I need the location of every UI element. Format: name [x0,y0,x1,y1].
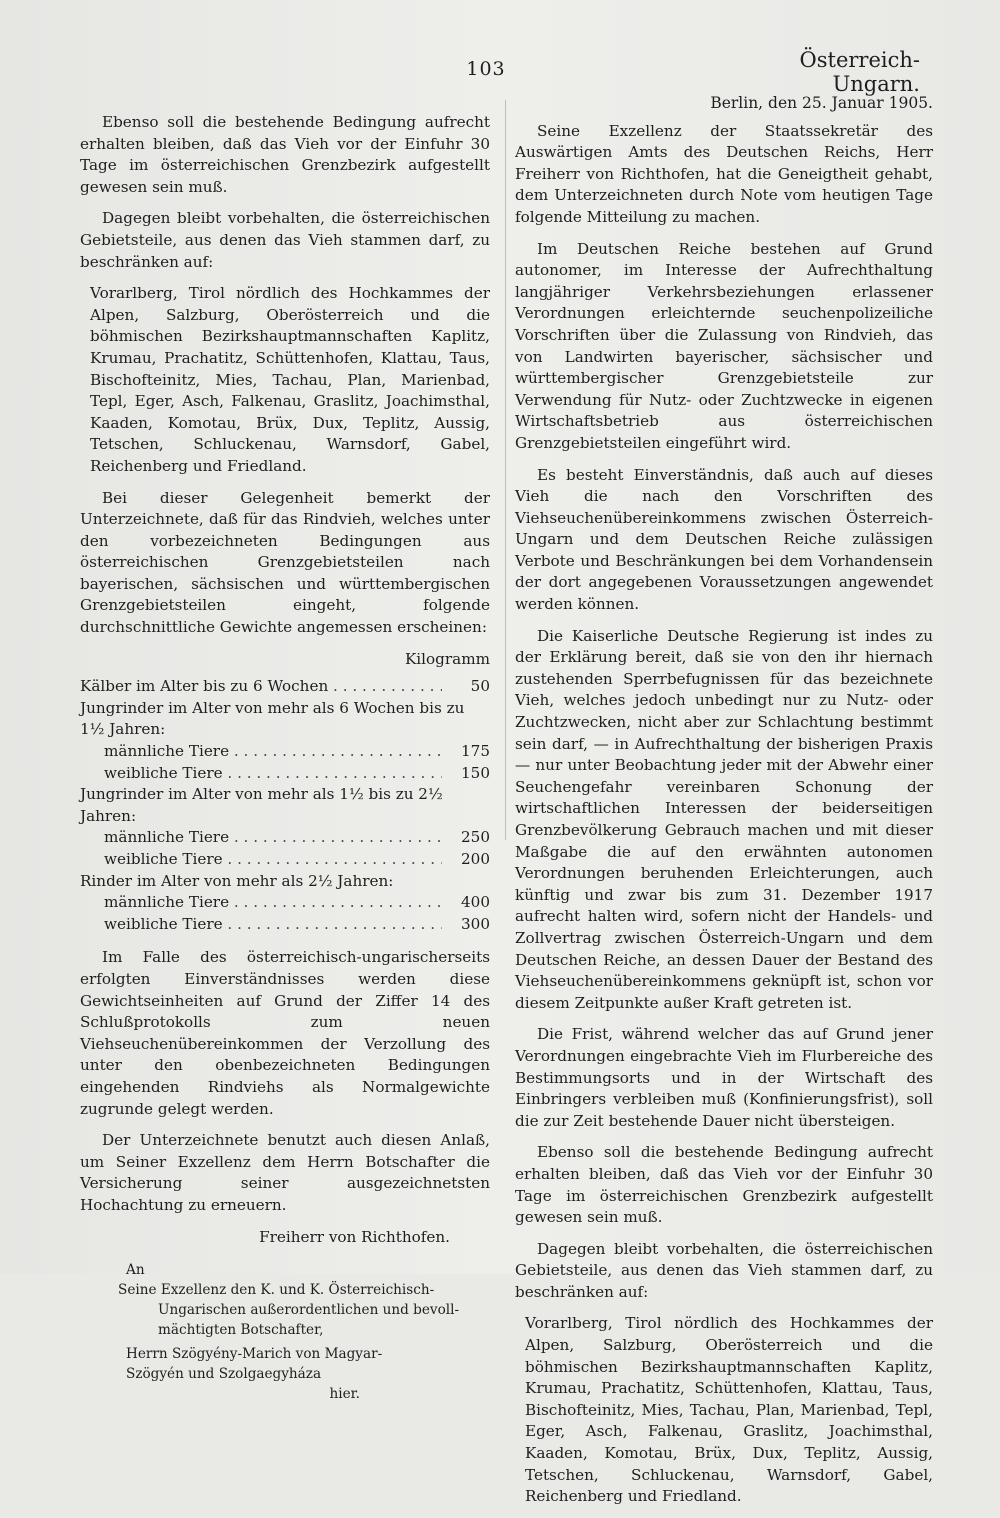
address-line: Szögyén und Szolgaegyháza [126,1366,322,1383]
left-paragraph-5: Im Falle des österreichisch-ungarischerseits erfolgten Einverständnisses werden diese Gewichtseinheiten auf Grund der Ziffer 14 des Schlußprotokolls zum neuen Viehseuchenübereinkommen der Verzollung des unter den obenbezeichneten Bedingungen eingehenden Rindviehs als Normalgewichte zugrunde gelegt werden. [80,948,490,1118]
weight-row-value: 250 [461,828,490,847]
right-column [515,93,933,1518]
signature: Freiherr von Richthofen. [259,1227,450,1246]
running-head: Österreich-Ungarn. [799,48,920,96]
weight-group-heading: Jungrinder im Alter von mehr als 6 Wochen bis zu 1½ Jahren: [80,698,465,739]
weight-row [80,914,490,936]
left-paragraph-6: Der Unterzeichnete benutzt auch diesen Anlaß, um Seiner Exzellenz dem Herrn Botschafter die Versicherung seiner ausgezeichnetsten Hochachtung zu erneuern. [80,1131,490,1214]
address-line: Ungarischen außerordentlichen und bevoll- [158,1302,460,1319]
weight-row-value: 50 [470,677,490,696]
weight-row [80,763,490,785]
right-region-list: Vorarlberg, Tirol nördlich des Hochkammes der Alpen, Salzburg, Oberösterreich und die böhmischen Bezirkshauptmannschaften Kaplitz, Krumau, Prachatitz, Schüttenhofen, Klattau, Taus, Bischofteinitz, Mies, Tachau, Plan, Marienbad, Tepl, Eger, Asch, Falkenau, Graslitz, Joachimsthal, Kaaden, Komotau, Brüx, Dux, Teplitz, Aussig, Tetschen, Schluckenau, Warnsdorf, Gabel, Reichenberg und Friedland. [525,1314,933,1506]
weight-group-heading: Rinder im Alter von mehr als 2½ Jahren: [80,871,394,890]
left-region-list: Vorarlberg, Tirol nördlich des Hochkammes der Alpen, Salzburg, Oberösterreich und die böhmischen Bezirkshauptmannschaften Kaplitz, Krumau, Prachatitz, Schüttenhofen, Klattau, Taus, Bischofteinitz, Mies, Tachau, Plan, Marienbad, Tepl, Eger, Asch, Falkenau, Graslitz, Joachimsthal, Kaaden, Komotau, Brüx, Dux, Teplitz, Aussig, Tetschen, Schluckenau, Warnsdorf, Gabel, Reichenberg und Friedland. [90,284,490,475]
weight-row [80,849,490,871]
weight-unit-label: Kilogramm [404,649,490,668]
left-paragraph-1: Ebenso soll die bestehende Bedingung aufrecht erhalten bleiben, daß das Vieh vor der Einfuhr 30 Tage im österreichischen Grenzbezirk aufgestellt gewesen sein muß. [80,113,490,196]
right-paragraph-5: Die Frist, während welcher das auf Grund jener Verordnungen eingebrachte Vieh im Flurbereiche des Bestimmungsorts und in der Wirtschaft des Einbringers verbleiben muß (Konfinierungsfrist), soll die zur Zeit bestehende Dauer nicht übersteigen. [515,1025,933,1130]
weight-row-label: weibliche Tiere . . . [104,763,442,785]
weight-row-label: Kälber im Alter bis zu 6 Wochen . . . [80,676,442,698]
page-number: 103 [466,58,506,80]
right-paragraph-4: Die Kaiserliche Deutsche Regierung ist indes zu der Erklärung bereit, daß sie von den ihr hiernach zustehenden Sperrbefugnissen für das bezeichnete Vieh, welches jedoch unbedingt nur zu Nutz- oder Zuchtzwecken, nicht aber zur Schlachtung bestimmt sein darf, — in Aufrechthaltung der bisherigen Praxis — nur unter Beobachtung jeder mit der Abwehr einer Seuchengefahr vereinbaren Schonung der wirtschaftlichen Interessen der beiderseitigen Grenzbevölkerung Gebrauch machen und mit dieser Maßgabe die auf den erwähnten autonomen Verordnungen beruhenden Erleichterungen, auch künftig und zwar bis zum 31. Dezember 1917 aufrecht halten wird, sofern nicht der Handels- und Zollvertrag zwischen Österreich-Ungarn und dem Deutschen Reiche, an dessen Dauer der Bestand des Viehseuchenübereinkommens geknüpft ist, schon vor diesem Zeitpunkte außer Kraft getreten ist. [515,626,933,1012]
weight-row-value: 200 [461,850,490,868]
left-paragraph-4: Bei dieser Gelegenheit bemerkt der Unterzeichnete, daß für das Rindvieh, welches unter den vorbezeichneten Bedingungen aus österreichischen Grenzgebietsteilen nach bayerischen, sächsischen und württembergischen Grenzgebietsteilen eingeht, folgende durchschnittliche Gewichte angemessen erscheinen: [80,488,490,637]
weight-row-value: 150 [461,763,490,782]
weight-table [80,676,490,935]
column-divider [505,100,506,840]
address-block [118,1260,490,1404]
weight-row-label: männliche Tiere . . . [104,827,442,849]
right-paragraph-2: Im Deutschen Reiche bestehen auf Grund autonomer, im Interesse der Aufrechthaltung langjähriger Verkehrsbeziehungen erlassener Verordnungen erleichternde seuchenpolizeiliche Vorschriften über die Zulassung von Rindvieh, das von Landwirten bayerischer, sächsischer und württembergischer Grenzgebietsteile zur Verwendung für Nutz- oder Zuchtzwecke in eigenen Wirtschaftsbetrieb aus österreichischen Grenzgebietsteilen eingeführt wird. [515,239,933,452]
address-line: Herrn Szögyény-Marich von Magyar- [126,1346,383,1363]
weight-row-label: männliche Tiere . . . [104,741,442,763]
address-line: Seine Exzellenz den K. und K. Österreichisch- [118,1282,435,1299]
weight-row-label: weibliche Tiere . . . [104,914,442,936]
weight-row-value: 400 [461,893,490,912]
left-column [80,112,490,1404]
date-line: Berlin, den 25. Januar 1905. [710,94,933,112]
weight-row [80,676,490,698]
right-paragraph-7: Dagegen bleibt vorbehalten, die österreichischen Gebietsteile, aus denen das Vieh stammen darf, zu beschränken auf: [515,1239,933,1301]
weight-group-heading: Jungrinder im Alter von mehr als 1½ bis zu 2½ Jahren: [80,785,443,825]
right-paragraph-3: Es besteht Einverständnis, daß auch auf dieses Vieh die nach den Vorschriften des Viehseuchenübereinkommens zwischen Österreich-Ungarn und dem Deutschen Reiche zulässigen Verbote und Beschränkungen bei dem Vorhandensein der dort angegebenen Voraussetzungen angewendet werden können. [515,465,933,614]
weight-row-value: 300 [461,914,490,933]
weight-row-value: 175 [461,742,490,761]
right-paragraph-6: Ebenso soll die bestehende Bedingung aufrecht erhalten bleiben, daß das Vieh vor der Einfuhr 30 Tage im österreichischen Grenzbezirk aufgestellt gewesen sein muß. [515,1143,933,1227]
right-paragraph-1: Seine Exzellenz der Staatssekretär des Auswärtigen Amts des Deutschen Reichs, Herr Freiherr von Richthofen, hat die Geneigtheit gehabt, dem Unterzeichneten durch Note vom heutigen Tage folgende Mitteilung zu machen. [515,121,933,226]
left-paragraph-2: Dagegen bleibt vorbehalten, die österreichischen Gebietsteile, aus denen das Vieh stammen darf, zu beschränken auf: [80,209,490,271]
address-line: An [126,1262,145,1279]
weight-row-label: männliche Tiere . . . [104,892,442,914]
weight-row-label: weibliche Tiere . . . [104,849,442,871]
address-line: mächtigten Botschafter, [158,1322,324,1339]
weight-row [80,827,490,849]
weight-row [80,741,490,763]
address-line: hier. [329,1386,360,1403]
weight-row [80,892,490,914]
